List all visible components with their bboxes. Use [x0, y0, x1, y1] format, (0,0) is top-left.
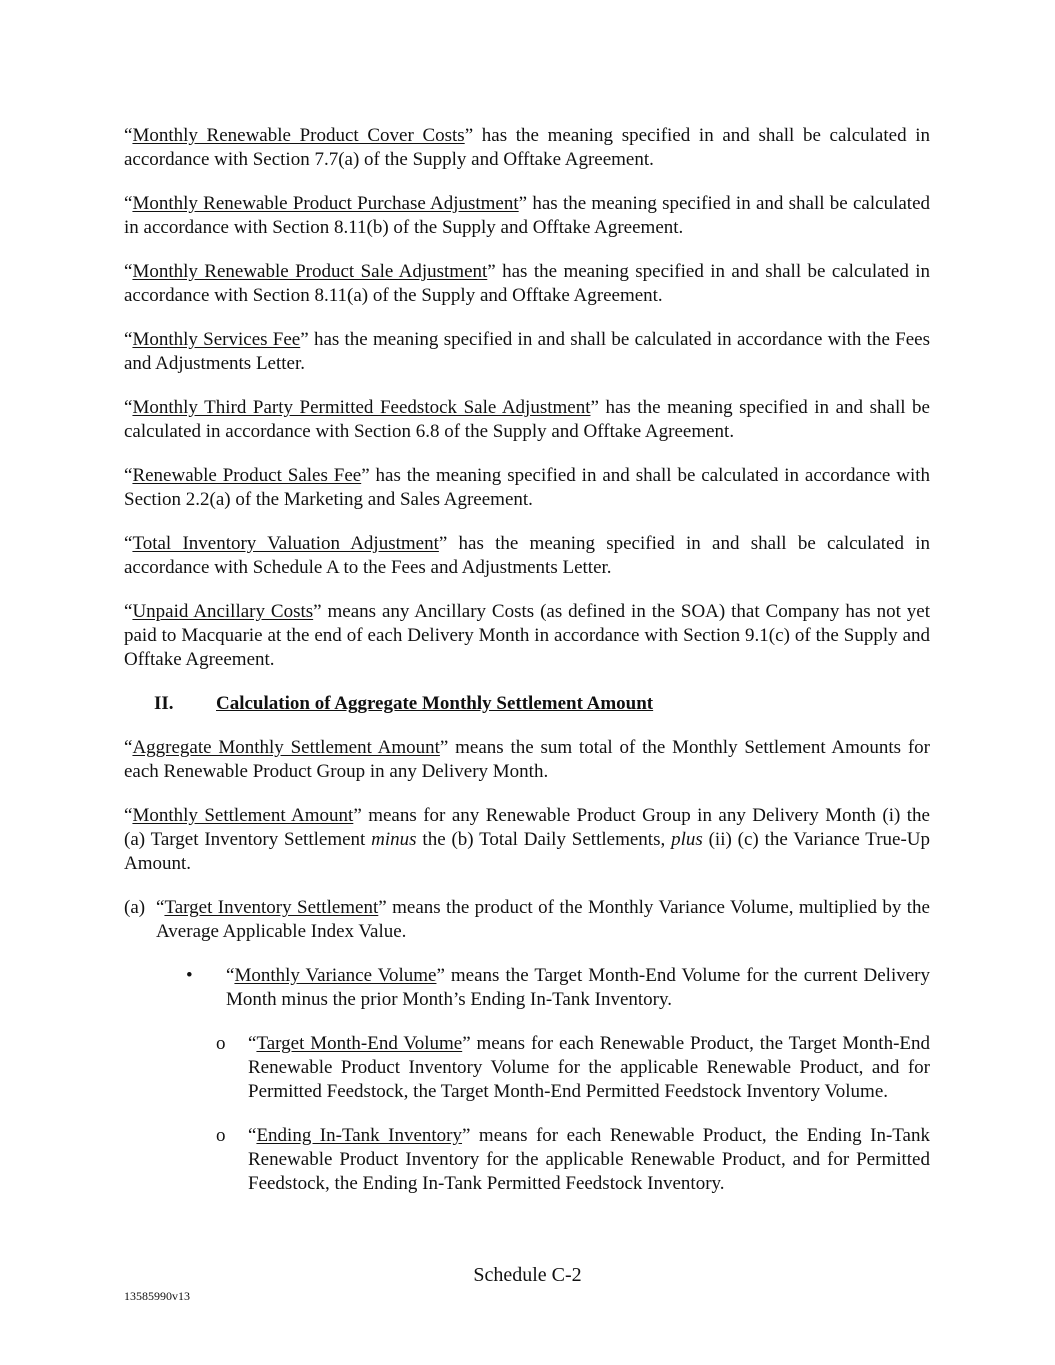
definition-paragraph: “Monthly Renewable Product Purchase Adjustment” has the meaning specified in and shall be calculated in accordance with Section 8.11(b) of the Supply and Offtake Agreement.	[124, 193, 931, 238]
aggregate-definition: “Aggregate Monthly Settlement Amount” means the sum total of the Monthly Settlement Amounts for each Renewable Product Group in any Delivery Month.	[124, 737, 930, 782]
sub-bullet-item: o “Target Month-End Volume” means for each Renewable Product, the Target Month-End Renewable Product Inventory Volume for the applicable Renewable Product, and for Permitted Feedstock, the Target Month-End Permitted Feedstock Inventory Volume.	[216, 1033, 930, 1102]
definition-paragraph: “Monthly Renewable Product Sale Adjustment” has the meaning specified in and shall be calculated in accordance with Section 8.11(a) of the Supply and Offtake Agreement.	[124, 261, 930, 306]
section-heading	[124, 692, 930, 716]
circle-bullet-icon: o	[216, 1033, 226, 1054]
defined-term: Target Month-End Volume	[256, 1033, 463, 1054]
defined-term: Monthly Variance Volume	[234, 965, 437, 986]
list-item-a: (a) “Target Inventory Settlement” means the product of the Monthly Variance Volume, multiplied by the Average Applicable Index Value.	[124, 897, 930, 942]
definition-paragraph: “Monthly Services Fee” has the meaning specified in and shall be calculated in accordance with the Fees and Adjustments Letter.	[124, 329, 930, 374]
definition-paragraph: “Monthly Third Party Permitted Feedstock Sale Adjustment” has the meaning specified in and shall be calculated in accordance with Section 6.8 of the Supply and Offtake Agreement.	[124, 397, 930, 442]
document-page	[124, 124, 930, 1216]
section-title: Calculation of Aggregate Monthly Settlement Amount	[216, 693, 654, 714]
defined-term: Aggregate Monthly Settlement Amount	[132, 737, 440, 758]
defined-term: Monthly Third Party Permitted Feedstock Sale Adjustment	[132, 397, 591, 418]
section-number: II.	[154, 693, 174, 714]
defined-term: Monthly Renewable Product Cover Costs	[132, 125, 465, 146]
definition-paragraph: “Unpaid Ancillary Costs” means any Ancillary Costs (as defined in the SOA) that Company has not yet paid to Macquarie at the end of each Delivery Month in accordance with Section 9.1(c) of the Supply and Offtake Agreement.	[124, 601, 930, 670]
defined-term: Unpaid Ancillary Costs	[132, 601, 314, 622]
defined-term: Monthly Renewable Product Purchase Adjustment	[132, 193, 519, 214]
defined-term: Ending In-Tank Inventory	[256, 1125, 463, 1146]
defined-term: Monthly Settlement Amount	[132, 805, 354, 826]
document-id: 13585990v13	[124, 1289, 190, 1303]
definition-paragraph: “Renewable Product Sales Fee” has the meaning specified in and shall be calculated in accordance with Section 2.2(a) of the Marketing and Sales Agreement.	[124, 465, 930, 510]
defined-term: Monthly Services Fee	[132, 329, 301, 350]
item-label: (a)	[124, 897, 146, 918]
monthly-settlement-definition: “Monthly Settlement Amount” means for any Renewable Product Group in any Delivery Month (i) the (a) Target Inventory Settlement minus the (b) Total Daily Settlements, plus (ii) (c) the Variance True-Up Amount.	[124, 805, 930, 874]
defined-term: Renewable Product Sales Fee	[132, 465, 362, 486]
bullet-icon: •	[186, 965, 193, 986]
bullet-item: • “Monthly Variance Volume” means the Target Month-End Volume for the current Delivery Month minus the prior Month’s Ending In-Tank Inventory.	[186, 965, 930, 1010]
page-footer-label: Schedule C-2	[473, 1264, 582, 1286]
definition-paragraph: “Monthly Renewable Product Cover Costs” has the meaning specified in and shall be calculated in accordance with Section 7.7(a) of the Supply and Offtake Agreement.	[124, 125, 930, 170]
sub-bullet-item: o “Ending In-Tank Inventory” means for each Renewable Product, the Ending In-Tank Renewable Product Inventory for the applicable Renewable Product, and for Permitted Feedstock, the Ending In-Tank Permitted Feedstock Inventory.	[216, 1125, 930, 1194]
defined-term: Total Inventory Valuation Adjustment	[132, 533, 439, 554]
definition-paragraph: “Total Inventory Valuation Adjustment” has the meaning specified in and shall be calculated in accordance with Schedule A to the Fees and Adjustments Letter.	[124, 533, 930, 578]
circle-bullet-icon: o	[216, 1125, 226, 1146]
defined-term: Target Inventory Settlement	[164, 897, 379, 918]
defined-term: Monthly Renewable Product Sale Adjustment	[132, 261, 488, 282]
